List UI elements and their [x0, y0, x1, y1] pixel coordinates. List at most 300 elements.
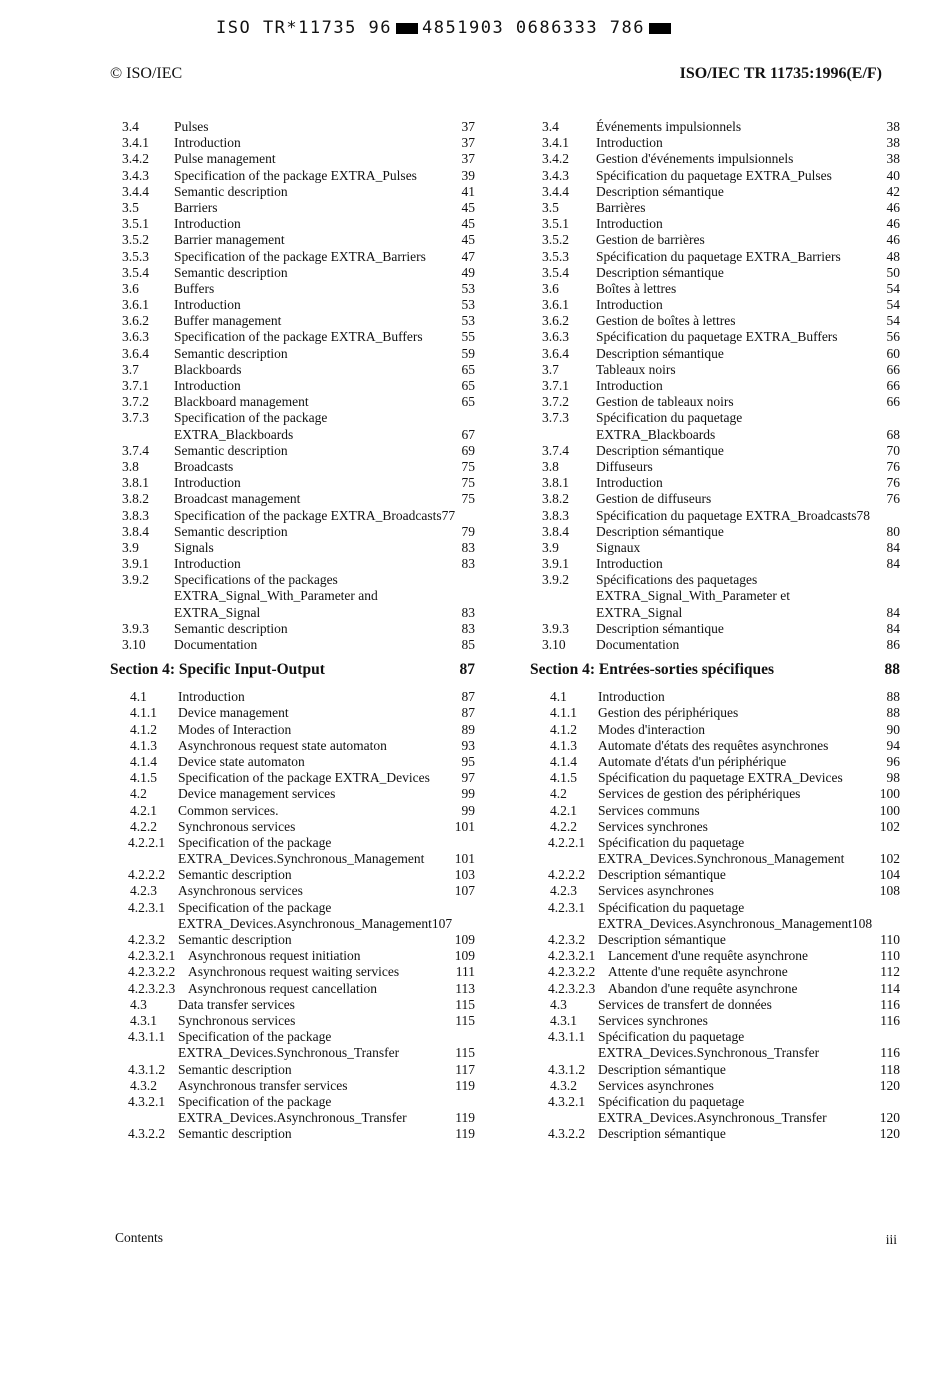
toc-entry-page: 84	[886, 604, 900, 620]
toc-entry-title: Attente d'une requête asynchrone	[608, 964, 788, 980]
toc-entry-number: 3.6.4	[122, 345, 149, 361]
toc-entry	[530, 346, 900, 362]
toc-entry-page: 88	[886, 689, 900, 705]
toc-entry-title: Blackboard management	[174, 394, 309, 410]
toc-entry-page: 87	[461, 705, 475, 721]
toc-entry-title: Device management services	[178, 786, 336, 802]
toc-entry-page: 38	[886, 135, 900, 151]
toc-entry-title: Broadcast management	[174, 491, 301, 507]
toc-entry-number: 3.5.2	[122, 232, 149, 248]
toc-entry-page: 85	[461, 637, 475, 652]
toc-entry-title: Semantic description	[174, 345, 288, 361]
section-page: 88	[884, 661, 900, 679]
toc-entry-number: 3.7.1	[542, 378, 569, 393]
toc-entry-title: Signals	[174, 539, 214, 555]
toc-entry	[530, 184, 900, 200]
toc-entry-number: 4.1.2	[550, 721, 577, 737]
toc-entry-number: 4.2.3.2.1	[548, 948, 596, 964]
toc-entry-title: Data transfer services	[178, 996, 295, 1012]
toc-entry	[110, 508, 475, 524]
toc-entry	[110, 168, 475, 184]
toc-entry-title: Specification of the package	[178, 899, 332, 915]
toc-entry-title: Specification of the package EXTRA_Buffers	[174, 329, 423, 345]
toc-entry-page: 94	[886, 737, 900, 753]
toc-entry-page: 83	[461, 620, 475, 636]
toc-entry-title: Automate d'états des requêtes asynchrones	[598, 737, 829, 753]
toc-entry-page: 69	[461, 442, 475, 458]
toc-entry	[110, 605, 475, 621]
toc-entry-page: 75	[461, 475, 475, 491]
toc-entry-title: Services de gestion des périphériques	[598, 786, 801, 802]
toc-entry-page: 103	[454, 867, 475, 883]
toc-entry-number: 3.4.4	[122, 183, 149, 199]
toc-entry	[530, 216, 900, 232]
toc-entry-page: 111	[455, 964, 475, 980]
toc-entry-page: 53	[461, 297, 475, 313]
toc-entry-number: 4.3.1	[550, 1012, 577, 1028]
toc-entry-title: Specification of the package	[178, 1093, 332, 1109]
toc-entry	[530, 249, 900, 265]
toc-entry	[530, 605, 900, 621]
toc-entry	[530, 883, 900, 899]
toc-entry-page: 37	[461, 151, 475, 167]
toc-entry-title: Specification of the package EXTRA_Pulses	[174, 167, 417, 183]
toc-entry	[110, 786, 475, 802]
toc-entry-title: Services asynchrones	[598, 883, 714, 899]
toc-entry-title: Specifications of the packages	[174, 572, 338, 588]
toc-entry-title: Spécification du paquetage EXTRA_Devices	[598, 770, 843, 786]
toc-entry	[530, 588, 900, 604]
toc-entry-title: Description sémantique	[596, 523, 724, 539]
toc-entry-page: 53	[461, 280, 475, 296]
toc-entry	[110, 265, 475, 281]
toc-entry	[110, 722, 475, 738]
toc-entry	[110, 621, 475, 637]
toc-entry-number: 3.5	[122, 199, 139, 215]
toc-entry-number: 3.6	[122, 280, 139, 296]
toc-entry-title: Gestion d'événements impulsionnels	[596, 151, 794, 167]
toc-entry-page: 119	[455, 1077, 475, 1093]
toc-entry-page: 46	[886, 216, 900, 232]
toc-entry-title: EXTRA_Blackboards	[174, 426, 294, 442]
toc-entry-number: 3.6	[542, 280, 559, 296]
toc-entry-number: 3.7.3	[542, 410, 569, 426]
toc-entry-title: EXTRA_Blackboards	[596, 426, 716, 442]
toc-entry-title: Asynchronous transfer services	[178, 1077, 348, 1093]
toc-entry-title: Services asynchrones	[598, 1077, 714, 1093]
footer-page-number: iii	[885, 1232, 897, 1247]
code-part-2: 4851903 0686333 786	[422, 18, 645, 38]
toc-entry	[530, 313, 900, 329]
toc-entry-number: 3.8	[122, 458, 139, 474]
toc-entry-page: 80	[886, 523, 900, 539]
toc-entry-page: 67	[461, 426, 475, 442]
toc-entry	[530, 754, 900, 770]
toc-entry-number: 3.7	[122, 361, 139, 377]
toc-entry-number: 3.5.3	[542, 248, 569, 264]
toc-entry-page: 108	[879, 883, 900, 899]
toc-entry-number: 3.4.3	[542, 167, 569, 183]
toc-entry-number: 3.6.1	[542, 297, 569, 313]
toc-entry	[110, 964, 475, 980]
barcode-block-2	[649, 23, 671, 34]
toc-entry-page: 101	[454, 818, 475, 834]
toc-entry-number: 4.1.1	[130, 705, 157, 721]
toc-entry-page: 83	[461, 539, 475, 555]
toc-entry-number: 3.8.3	[542, 507, 569, 523]
toc-entry-page: 54	[886, 313, 900, 329]
toc-entry-page: 76	[886, 458, 900, 474]
toc-entry-title: Introduction	[174, 297, 241, 313]
toc-list-before	[110, 119, 475, 653]
toc-entry-page: 46	[886, 199, 900, 215]
toc-entry-page: 66	[886, 378, 900, 393]
toc-entry-title: EXTRA_Devices.Asynchronous_Management107	[178, 915, 453, 931]
toc-entry	[530, 1110, 900, 1126]
toc-entry-page: 84	[886, 556, 900, 572]
toc-entry-page: 89	[461, 721, 475, 737]
toc-entry-number: 4.2.3.2	[128, 932, 166, 947]
toc-entry-number: 4.3.2.2	[548, 1126, 586, 1142]
toc-entry-page: 66	[886, 361, 900, 377]
toc-entry-title: Semantic description	[178, 867, 292, 883]
toc-entry	[110, 297, 475, 313]
toc-entry	[110, 184, 475, 200]
toc-entry-number: 4.2.2	[550, 818, 577, 834]
toc-entry-number: 3.4.1	[542, 135, 569, 151]
toc-entry	[110, 588, 475, 604]
toc-entry	[110, 281, 475, 297]
toc-entry-page: 75	[461, 491, 475, 507]
toc-entry-page: 76	[886, 491, 900, 507]
toc-entry-number: 3.5	[542, 199, 559, 215]
toc-entry-title: Automate d'états d'un périphérique	[598, 753, 787, 769]
toc-entry	[530, 508, 900, 524]
toc-entry-title: Gestion de barrières	[596, 232, 705, 248]
toc-entry	[530, 168, 900, 184]
toc-entry	[530, 835, 900, 851]
toc-entry	[530, 851, 900, 867]
toc-entry	[110, 1062, 475, 1078]
toc-entry	[110, 329, 475, 345]
toc-entry-page: 40	[886, 167, 900, 183]
toc-entry	[110, 135, 475, 151]
toc-entry	[110, 689, 475, 705]
toc-entry	[110, 883, 475, 899]
toc-entry-number: 3.6.2	[122, 313, 149, 329]
code-part-1: ISO TR*11735 96	[216, 18, 393, 38]
toc-entry	[110, 491, 475, 507]
toc-entry-number: 4.3.1	[130, 1012, 157, 1028]
toc-entry	[110, 637, 475, 653]
toc-entry-page: 42	[886, 183, 900, 199]
toc-entry	[110, 916, 475, 932]
toc-entry-title: Lancement d'une requête asynchrone	[608, 948, 808, 964]
toc-entry-page: 65	[461, 378, 475, 393]
toc-entry-title: Barriers	[174, 199, 218, 215]
toc-entry-title: Spécification du paquetage	[598, 1029, 745, 1045]
toc-entry-title: EXTRA_Devices.Synchronous_Transfer	[178, 1045, 400, 1061]
toc-entry	[110, 249, 475, 265]
toc-entry	[530, 770, 900, 786]
toc-entry	[110, 997, 475, 1013]
toc-entry-title: Introduction	[598, 689, 665, 705]
toc-entry-title: EXTRA_Devices.Synchronous_Transfer	[598, 1045, 820, 1061]
toc-entry-page: 60	[886, 345, 900, 361]
toc-entry-number: 3.6.3	[122, 329, 149, 345]
toc-entry-title: Semantic description	[178, 1126, 292, 1142]
toc-entry-title: Specification of the package EXTRA_Devices	[178, 770, 430, 786]
toc-entry-title: Introduction	[178, 689, 245, 705]
toc-entry-page: 54	[886, 297, 900, 313]
toc-entry	[530, 1078, 900, 1094]
toc-entry-number: 3.6.1	[122, 297, 149, 313]
toc-entry-page: 39	[461, 167, 475, 183]
toc-entry	[110, 851, 475, 867]
toc-entry-number: 4.2.3	[130, 883, 157, 899]
toc-entry	[110, 932, 475, 948]
toc-entry	[110, 738, 475, 754]
toc-entry-title: Événements impulsionnels	[596, 119, 742, 134]
toc-entry-number: 3.8.1	[122, 475, 149, 491]
toc-entry	[530, 297, 900, 313]
toc-entry-number: 3.9.1	[122, 556, 149, 572]
toc-entry-title: EXTRA_Devices.Synchronous_Management	[178, 851, 425, 867]
toc-entry-page: 116	[880, 1045, 900, 1061]
toc-entry-page: 104	[879, 867, 900, 883]
toc-entry	[530, 362, 900, 378]
toc-entry-title: Gestion de diffuseurs	[596, 491, 712, 507]
toc-entry-title: Asynchronous services	[178, 883, 303, 899]
toc-entry-title: Introduction	[596, 297, 663, 313]
toc-entry-page: 115	[455, 996, 475, 1012]
toc-entry-title: Description sémantique	[596, 183, 724, 199]
toc-entry-title: EXTRA_Signal_With_Parameter and	[174, 588, 378, 604]
toc-entry	[530, 932, 900, 948]
toc-entry	[530, 1013, 900, 1029]
toc-entry	[530, 705, 900, 721]
toc-entry-number: 3.7.4	[122, 442, 149, 458]
toc-entry	[530, 427, 900, 443]
toc-entry-title: Spécifications des paquetages	[596, 572, 758, 588]
toc-entry	[530, 964, 900, 980]
toc-entry	[110, 1013, 475, 1029]
toc-entry	[110, 1126, 475, 1142]
toc-entry-title: Spécification du paquetage EXTRA_Broadcasts78	[596, 507, 871, 523]
toc-entry-title: Services communs	[598, 802, 700, 818]
toc-entry-page: 65	[461, 394, 475, 410]
section-page: 87	[459, 661, 475, 679]
toc-entry-title: EXTRA_Devices.Asynchronous_Management108	[598, 915, 873, 931]
toc-entry	[110, 459, 475, 475]
toc-entry-page: 98	[886, 770, 900, 786]
toc-list-after	[110, 689, 475, 1142]
toc-entry-title: Introduction	[174, 135, 241, 151]
toc-entry-title: Spécification du paquetage EXTRA_Barriers	[596, 248, 841, 264]
toc-entry-title: Signaux	[596, 539, 641, 555]
toc-entry-page: 84	[886, 620, 900, 636]
toc-entry-title: Broadcasts	[174, 458, 234, 474]
toc-entry	[110, 378, 475, 394]
toc-entry-number: 4.3.1.1	[548, 1029, 586, 1045]
toc-entry	[110, 346, 475, 362]
toc-entry	[110, 232, 475, 248]
toc-entry-title: Diffuseurs	[596, 458, 653, 474]
toc-entry-number: 4.2	[130, 786, 147, 802]
toc-entry-number: 4.1.3	[550, 737, 577, 753]
toc-entry-title: Introduction	[596, 556, 663, 572]
toc-entry-number: 4.2.2.1	[128, 834, 166, 850]
toc-entry-title: Description sémantique	[598, 867, 726, 883]
toc-entry-title: Synchronous services	[178, 1012, 296, 1028]
toc-entry	[110, 803, 475, 819]
toc-entry	[530, 459, 900, 475]
toc-entry-number: 3.8.3	[122, 507, 149, 523]
toc-entry-number: 4.1.3	[130, 737, 157, 753]
toc-entry-title: EXTRA_Devices.Asynchronous_Transfer	[598, 1110, 827, 1126]
toc-entry-title: Specification of the package	[178, 1029, 332, 1045]
footer-label: Contents	[115, 1230, 164, 1245]
toc-entry-title: Introduction	[174, 556, 241, 572]
barcode-block-1	[396, 23, 418, 34]
toc-entry-number: 4.1.2	[130, 721, 157, 737]
toc-entry-page: 68	[886, 426, 900, 442]
toc-entry	[530, 410, 900, 426]
toc-entry-page: 115	[455, 1012, 475, 1028]
toc-entry-title: Barrières	[596, 199, 646, 215]
toc-entry-number: 3.10	[122, 637, 146, 652]
toc-entry	[530, 378, 900, 394]
toc-entry-title: Introduction	[596, 475, 663, 491]
toc-entry-title: Spécification du paquetage	[596, 410, 743, 426]
toc-entry	[530, 637, 900, 653]
toc-entry-page: 55	[461, 329, 475, 345]
toc-entry	[530, 997, 900, 1013]
toc-entry	[530, 540, 900, 556]
toc-entry-number: 3.8.2	[542, 491, 569, 507]
toc-entry-page: 119	[455, 1110, 475, 1126]
toc-entry-number: 4.2.1	[550, 802, 577, 818]
toc-entry-number: 3.5.4	[122, 264, 149, 280]
toc-entry-number: 4.1	[550, 689, 567, 705]
toc-entry-number: 3.9	[542, 539, 559, 555]
toc-entry-number: 4.2.3.2	[548, 932, 586, 947]
toc-entry-number: 3.4.3	[122, 167, 149, 183]
toc-entry-page: 41	[461, 183, 475, 199]
toc-entry-title: Abandon d'une requête asynchrone	[608, 980, 798, 996]
toc-entry-page: 86	[886, 637, 900, 652]
toc-entry	[110, 394, 475, 410]
toc-entry-page: 53	[461, 313, 475, 329]
toc-entry-title: Introduction	[174, 378, 241, 393]
toc-entry-title: Introduction	[596, 378, 663, 393]
toc-entry-title: Barrier management	[174, 232, 285, 248]
toc-entry-number: 3.5.1	[122, 216, 149, 232]
toc-entry-page: 38	[886, 151, 900, 167]
toc-entry-title: Description sémantique	[598, 1126, 726, 1142]
toc-entry-number: 4.2	[550, 786, 567, 802]
toc-entry-page: 70	[886, 442, 900, 458]
toc-entry-page: 88	[886, 705, 900, 721]
toc-entry-page: 90	[886, 721, 900, 737]
toc-entry-page: 109	[454, 932, 475, 947]
toc-entry-page: 99	[461, 802, 475, 818]
toc-entry-title: Modes of Interaction	[178, 721, 292, 737]
toc-entry	[110, 410, 475, 426]
toc-entry-title: Introduction	[174, 216, 241, 232]
toc-entry-number: 3.4.2	[122, 151, 149, 167]
toc-entry	[530, 722, 900, 738]
toc-entry-number: 4.2.2.1	[548, 834, 586, 850]
toc-entry-page: 65	[461, 361, 475, 377]
toc-entry-number: 3.7.1	[122, 378, 149, 393]
toc-entry-number: 4.2.3.2.1	[128, 948, 176, 964]
toc-entry-number: 3.7.2	[122, 394, 149, 410]
toc-entry-title: EXTRA_Signal	[596, 604, 683, 620]
toc-entry-number: 3.6.2	[542, 313, 569, 329]
toc-entry-title: Semantic description	[178, 932, 292, 947]
toc-entry-page: 48	[886, 248, 900, 264]
toc-entry-page: 56	[886, 329, 900, 345]
toc-entry-number: 4.3.2.1	[548, 1093, 586, 1109]
toc-entry-title: Blackboards	[174, 361, 242, 377]
toc-entry-number: 3.9.2	[542, 572, 569, 588]
toc-entry-title: Device state automaton	[178, 753, 305, 769]
toc-entry-title: Specification of the package	[174, 410, 328, 426]
toc-entry-number: 3.8.1	[542, 475, 569, 491]
toc-entry-title: Description sémantique	[596, 264, 724, 280]
toc-entry	[530, 738, 900, 754]
toc-entry	[110, 981, 475, 997]
toc-entry-page: 109	[454, 948, 475, 964]
toc-entry	[110, 1029, 475, 1045]
toc-entry	[110, 556, 475, 572]
toc-entry-number: 3.4	[122, 119, 139, 134]
toc-entry-number: 4.2.3.2.2	[128, 964, 176, 980]
toc-entry-title: Description sémantique	[596, 345, 724, 361]
toc-entry-title: Synchronous services	[178, 818, 296, 834]
toc-entry	[530, 443, 900, 459]
toc-entry-page: 115	[455, 1045, 475, 1061]
toc-entry-number: 4.3.2	[130, 1077, 157, 1093]
toc-entry-number: 3.7	[542, 361, 559, 377]
toc-entry-page: 45	[461, 199, 475, 215]
toc-entry-number: 3.7.3	[122, 410, 149, 426]
toc-entry	[530, 556, 900, 572]
toc-entry-page: 116	[880, 996, 900, 1012]
toc-entry-page: 101	[454, 851, 475, 867]
toc-entry	[530, 819, 900, 835]
toc-entry	[110, 835, 475, 851]
toc-entry-number: 3.7.4	[542, 442, 569, 458]
toc-entry	[530, 1062, 900, 1078]
toc-entry-title: Semantic description	[174, 620, 288, 636]
toc-entry	[110, 427, 475, 443]
toc-entry-number: 4.3	[130, 996, 147, 1012]
toc-entry	[530, 1045, 900, 1061]
toc-entry-number: 3.9	[122, 539, 139, 555]
toc-entry	[110, 540, 475, 556]
toc-column-english	[110, 119, 475, 1142]
toc-entry-number: 3.9.3	[122, 620, 149, 636]
toc-entry	[530, 900, 900, 916]
toc-entry	[110, 119, 475, 135]
toc-entry-number: 3.7.2	[542, 394, 569, 410]
toc-entry-title: Gestion des périphériques	[598, 705, 739, 721]
toc-entry-title: Asynchronous request initiation	[188, 948, 361, 964]
toc-entry-title: Specification of the package EXTRA_Barriers	[174, 248, 426, 264]
toc-entry-number: 4.3.2	[550, 1077, 577, 1093]
